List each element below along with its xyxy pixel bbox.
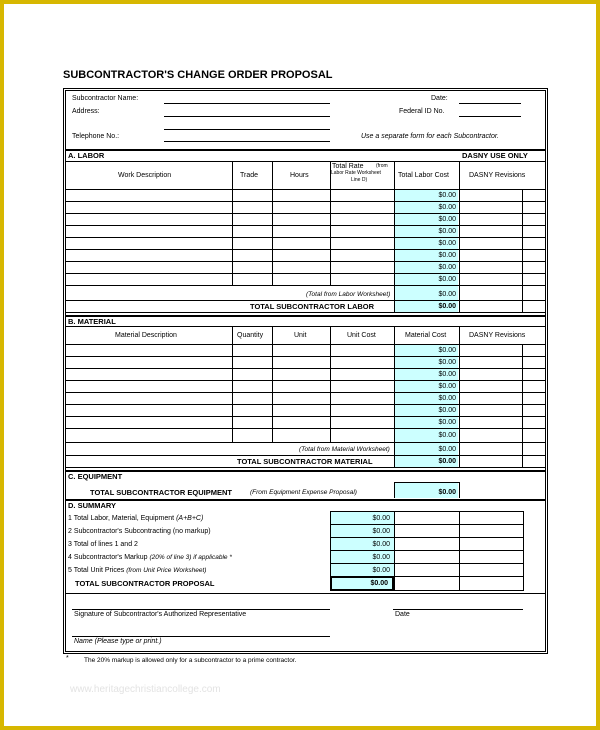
equipment-section-label: C. EQUIPMENT xyxy=(68,472,123,481)
material-row-line xyxy=(65,455,546,456)
material-col-line xyxy=(272,326,273,442)
material-header-top-line xyxy=(65,326,546,327)
summary-line-1-formula: (A+B+C) xyxy=(176,515,204,522)
equipment-col-line xyxy=(459,482,460,498)
summary-line-5-text: 5 Total Unit Prices xyxy=(68,567,125,574)
federal-id-field[interactable] xyxy=(459,116,521,117)
col-total-labor-cost: Total Labor Cost xyxy=(398,172,449,179)
material-total-value: $0.00 xyxy=(438,458,456,465)
material-row-line xyxy=(65,467,546,468)
summary-col-line xyxy=(394,511,395,590)
telephone-field[interactable] xyxy=(164,141,330,142)
labor-col-line xyxy=(459,161,460,312)
labor-row-value: $0.00 xyxy=(438,264,456,271)
summary-col-line xyxy=(330,511,331,576)
labor-row-line xyxy=(65,273,546,274)
separate-form-note: Use a separate form for each Subcontractor. xyxy=(361,133,499,140)
labor-header-bottom-line xyxy=(65,189,546,190)
labor-row-value: $0.00 xyxy=(438,252,456,259)
summary-grid-line xyxy=(330,563,524,564)
signature-date-field[interactable] xyxy=(393,609,523,610)
material-row-value: $0.00 xyxy=(438,359,456,366)
labor-row-line xyxy=(65,261,546,262)
material-row-value: $0.00 xyxy=(438,407,456,414)
material-col-line xyxy=(459,326,460,467)
labor-row-line xyxy=(65,225,546,226)
col-work-description: Work Description xyxy=(118,172,172,179)
watermark: www.heritagechristiancollege.com xyxy=(70,684,221,695)
signature-section-divider xyxy=(65,593,546,594)
material-row-line xyxy=(65,380,546,381)
material-row-line xyxy=(65,428,546,429)
date-field[interactable] xyxy=(459,103,521,104)
col-quantity: Quantity xyxy=(237,332,264,339)
summary-line-4 xyxy=(68,553,232,562)
material-section-divider xyxy=(65,315,546,317)
summary-section-label: D. SUMMARY xyxy=(68,501,117,510)
labor-row-value: $0.00 xyxy=(438,204,456,211)
summary-grid-line xyxy=(330,511,524,512)
col-material-cost: Material Cost xyxy=(405,332,447,339)
material-worksheet-note: (Total from Material Worksheet) xyxy=(299,446,390,453)
labor-row-line xyxy=(65,249,546,250)
summary-line-4-note: (20% of line 3) if applicable * xyxy=(149,554,232,561)
labor-row-value: $0.00 xyxy=(438,192,456,199)
labor-row-value: $0.00 xyxy=(438,276,456,283)
address-field-1[interactable] xyxy=(164,116,330,117)
material-section-label: B. MATERIAL xyxy=(68,317,116,326)
summary-col-line xyxy=(459,511,460,590)
material-total-label: TOTAL SUBCONTRACTOR MATERIAL xyxy=(237,457,373,466)
summary-line-4-value: $0.00 xyxy=(372,554,390,561)
summary-grid-line xyxy=(330,550,524,551)
labor-row-line xyxy=(65,300,546,301)
labor-col-line xyxy=(272,161,273,285)
material-row-value: $0.00 xyxy=(438,383,456,390)
equipment-total-value: $0.00 xyxy=(438,489,456,496)
material-row-line xyxy=(65,404,546,405)
col-hours: Hours xyxy=(290,172,309,179)
equipment-col-line xyxy=(394,482,395,498)
material-row-value: $0.00 xyxy=(438,432,456,439)
labor-worksheet-value: $0.00 xyxy=(438,291,456,298)
labor-row-line xyxy=(65,237,546,238)
footnote-marker: * xyxy=(66,655,69,662)
material-row-line xyxy=(65,442,546,443)
material-col-line xyxy=(522,344,523,467)
labor-total-value: $0.00 xyxy=(438,303,456,310)
summary-total-label: TOTAL SUBCONTRACTOR PROPOSAL xyxy=(75,579,215,588)
equipment-total-label: TOTAL SUBCONTRACTOR EQUIPMENT xyxy=(90,488,232,497)
labor-col-line xyxy=(330,161,331,285)
col-total-rate-note-1: (from xyxy=(376,163,388,169)
material-row-value: $0.00 xyxy=(438,371,456,378)
labor-row-value: $0.00 xyxy=(438,240,456,247)
material-col-line xyxy=(330,326,331,442)
material-row-value: $0.00 xyxy=(438,395,456,402)
address-field-2[interactable] xyxy=(164,129,330,130)
col-trade: Trade xyxy=(240,172,259,179)
address-label: Address: xyxy=(72,108,100,115)
signature-date-label: Date xyxy=(395,611,410,618)
federal-id-label: Federal ID No. xyxy=(399,108,445,115)
material-row-line xyxy=(65,392,546,393)
col-unit-cost: Unit Cost xyxy=(347,332,376,339)
signature-label: Signature of Subcontractor's Authorized Representative xyxy=(74,611,247,618)
material-header-bottom-line xyxy=(65,344,546,345)
summary-line-5-note: (from Unit Price Worksheet) xyxy=(126,567,207,574)
labor-row-value: $0.00 xyxy=(438,228,456,235)
summary-line-3-value: $0.00 xyxy=(372,541,390,548)
col-dasny-revisions: DASNY Revisions xyxy=(469,172,526,179)
subcontractor-name-label: Subcontractor Name: xyxy=(72,95,139,102)
subcontractor-name-field[interactable] xyxy=(164,103,330,104)
material-row-value: $0.00 xyxy=(438,419,456,426)
col-unit: Unit xyxy=(294,332,307,339)
form-page xyxy=(4,4,596,726)
labor-row-line xyxy=(65,201,546,202)
summary-line-2-value: $0.00 xyxy=(372,528,390,535)
summary-line-5 xyxy=(68,566,206,575)
labor-section-label: A. LABOR xyxy=(68,151,105,160)
footnote-text: The 20% markup is allowed only for a subcontractor to a prime contractor. xyxy=(84,657,297,664)
labor-worksheet-note: (Total from Labor Worksheet) xyxy=(306,291,391,298)
summary-grid-line xyxy=(394,590,524,591)
labor-row-line xyxy=(65,213,546,214)
col-material-description: Material Description xyxy=(115,332,177,339)
summary-line-2: 2 Subcontractor's Subcontracting (no markup) xyxy=(68,528,211,535)
material-row-line xyxy=(65,416,546,417)
col-total-rate-note-3: Line D) xyxy=(351,177,368,183)
col-total-rate-note-2: Labor Rate Worksheet xyxy=(331,170,381,176)
col-total-rate: Total Rate xyxy=(332,163,364,170)
labor-row-line xyxy=(65,285,546,286)
summary-line-4-text: 4 Subcontractor's Markup xyxy=(68,554,148,561)
page-title: SUBCONTRACTOR'S CHANGE ORDER PROPOSAL xyxy=(63,69,333,81)
summary-total-value: $0.00 xyxy=(370,580,388,587)
labor-row-value: $0.00 xyxy=(438,216,456,223)
material-col-line xyxy=(394,326,395,467)
material-col-line xyxy=(232,326,233,442)
material-row-value: $0.00 xyxy=(438,347,456,354)
material-row-line xyxy=(65,368,546,369)
summary-grid-line xyxy=(330,524,524,525)
summary-line-5-value: $0.00 xyxy=(372,567,390,574)
labor-col-line xyxy=(232,161,233,285)
labor-col-line xyxy=(394,161,395,312)
col-dasny-revisions-material: DASNY Revisions xyxy=(469,332,526,339)
labor-row-line xyxy=(65,312,546,313)
summary-section-divider xyxy=(65,499,546,501)
date-label: Date: xyxy=(431,95,448,102)
material-worksheet-value: $0.00 xyxy=(438,446,456,453)
dasny-use-only-label: DASNY USE ONLY xyxy=(462,151,528,160)
summary-grid-line xyxy=(330,537,524,538)
labor-header-top-line xyxy=(65,161,546,162)
summary-line-1-value: $0.00 xyxy=(372,515,390,522)
summary-col-line xyxy=(523,511,524,590)
summary-line-3: 3 Total of lines 1 and 2 xyxy=(68,541,138,548)
printed-name-label: Name (Please type or print.) xyxy=(74,638,162,645)
labor-col-line xyxy=(522,189,523,312)
summary-line-1 xyxy=(68,514,203,523)
labor-total-label: TOTAL SUBCONTRACTOR LABOR xyxy=(250,302,375,311)
equipment-total-note: (From Equipment Expense Proposal) xyxy=(250,489,357,496)
telephone-label: Telephone No.: xyxy=(72,133,120,140)
material-row-line xyxy=(65,356,546,357)
summary-line-1-text: 1 Total Labor, Material, Equipment xyxy=(68,515,175,522)
equipment-section-divider xyxy=(65,470,546,472)
